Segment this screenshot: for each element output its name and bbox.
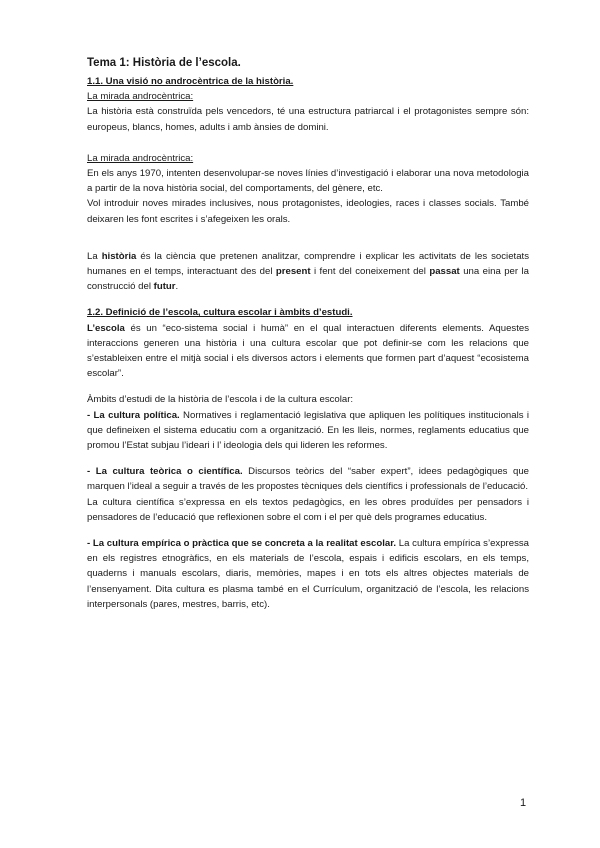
- paragraph-scientific-culture: La cultura científica s’expressa en els textos pedagògics, en les obres produïdes per pensadors i pensadores de l’educació que reflexionen sobre el com i el per què dels programes educatius.: [87, 496, 529, 523]
- subheading-androcentric-2: La mirada androcèntrica:: [87, 152, 194, 164]
- subheading-androcentric-1: La mirada androcèntrica:: [87, 91, 194, 103]
- paragraph-1970s: En els anys 1970, intenten desenvolupar-se noves línies d’investigació i elaborar una nova metodologia a partir de la nova història social, del comportaments, del gènere, etc.: [87, 168, 529, 195]
- page-number: 1: [520, 797, 527, 809]
- list-item-empirical-culture: - La cultura empírica o pràctica que se concreta a la realitat escolar. La cultura empírica s’expressa en els registres etnogràfics, en els materials de l’escola, espais i edificis escolars, en els temps, quaderns i manuals escolars, diaris, memòries, mapes i en tots els altres objectes materials de l’ensenyament. Dita cultura es plasma també en el Currículum, organització de l’escola, les relacions interpersonals (pares, mestres, barris, etc).: [87, 538, 530, 610]
- paragraph-school-definition: L’escola és un “eco-sistema social i humà” en el qual interactuen diferents elements. Aquestes interaccions generen una història i una cultura escolar que pot definir-se com les relacions que s’estableixen entre el mitjà social i els diversos actors i elements que formen part d’aquest “ecosistema escolar”.: [87, 322, 529, 380]
- list-item-political-culture: - La cultura política. Normatives i reglamentació legislativa que apliquen les polítiques institucionals i que defineixen el sistema educatiu com a organització. En les lleis, normes, reglaments educatius que promou l’Estat subjau l’ideari i l’ ideologia dels qui lideren les reformes.: [87, 409, 529, 452]
- paragraph-areas-intro: Àmbits d’estudi de la història de l’escola i de la cultura escolar:: [87, 394, 354, 406]
- paragraph-history-definition: La història és la ciència que pretenen analitzar, comprendre i explicar les activitats de les societats humanes en el temps, interactuant des del present i fent del coneixement del passat una eina per la construcció del futur.: [87, 250, 529, 293]
- page-title: Tema 1: Història de l’escola.: [87, 57, 241, 69]
- paragraph-history-victors: La història està construïda pels vencedors, té una estructura patriarcal i el protagonistes sempre són: europeus, blancs, homes, adults i amb ànsies de domini.: [87, 106, 529, 133]
- section-heading-1-1: 1.1. Una visió no androcèntrica de la història.: [87, 76, 294, 87]
- list-item-theoretical-culture: - La cultura teòrica o científica. Discursos teòrics del “saber expert”, idees pedagògiques que marquen l’ideal a seguir a través de les propostes tècniques dels científics i professionals de l’educació.: [87, 466, 529, 493]
- paragraph-inclusive-views: Vol introduir noves mirades inclusives, nous protagonistes, ideologies, races i classes socials. També deixaren les font escrites i s’afegeixen les orals.: [87, 198, 529, 225]
- section-heading-1-2: 1.2. Definició de l’escola, cultura escolar i àmbits d’estudi.: [87, 307, 353, 319]
- document-page: [87, 56, 529, 612]
